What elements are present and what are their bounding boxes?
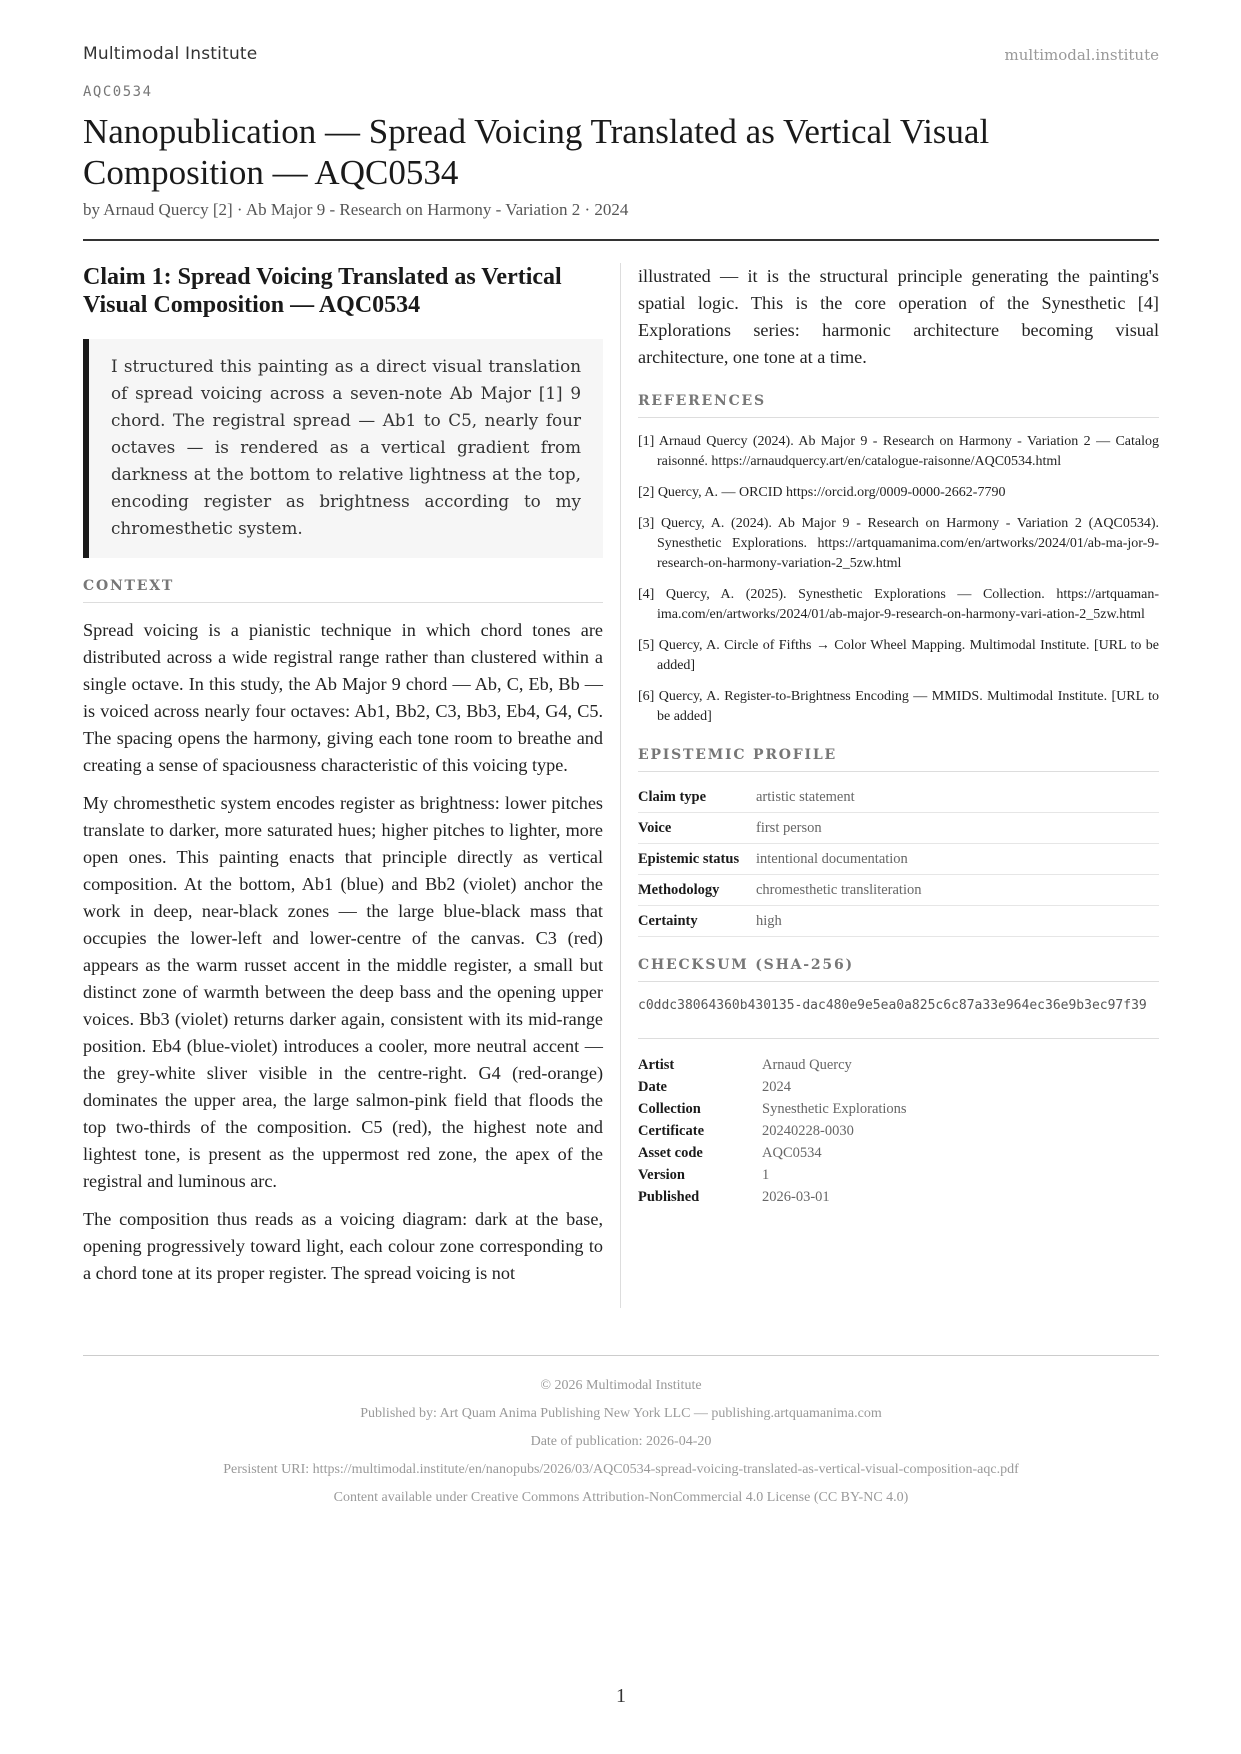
epistemic-key: Claim type xyxy=(638,782,756,813)
asset-code: AQC0534 xyxy=(83,84,153,100)
metadata-key: Collection xyxy=(638,1101,701,1117)
metadata-value: 20240228-0030 xyxy=(762,1123,854,1139)
table-row xyxy=(638,1055,907,1077)
reference-item[interactable]: [1] Arnaud Quercy (2024). Ab Major 9 - Research on Harmony - Variation 2 — Catalog raisonné. https://arnaudquercy.art/en/catalogue-raisonne/AQC0534.html xyxy=(638,434,1159,469)
document-page xyxy=(83,0,1159,1754)
epistemic-key: Certainty xyxy=(638,906,756,937)
claim-title: Claim 1: Spread Voicing Translated as Vertical Visual Composition — AQC0534 xyxy=(83,264,562,318)
metadata-value: AQC0534 xyxy=(762,1145,822,1161)
table-row xyxy=(638,813,1159,844)
reference-item[interactable]: [4] Quercy, A. (2025). Synesthetic Explorations — Collection. https://artquaman-ima.com/en/artworks/2024/01/ab-major-9-research-on-harmony-vari-ation-2_5zw.html xyxy=(638,587,1159,622)
page-title: Nanopublication — Spread Voicing Translated as Vertical Visual Composition — AQC0534 xyxy=(83,112,990,192)
metadata-key: Artist xyxy=(638,1057,675,1073)
table-row xyxy=(638,906,1159,937)
epistemic-key: Epistemic status xyxy=(638,844,756,875)
references-list xyxy=(638,432,1159,727)
metadata-key: Date xyxy=(638,1079,667,1095)
table-row xyxy=(638,875,1159,906)
epistemic-value: artistic statement xyxy=(756,782,1159,813)
byline: by Arnaud Quercy [2] · Ab Major 9 - Research on Harmony - Variation 2 · 2024 xyxy=(83,200,629,219)
table-row xyxy=(638,1077,907,1099)
references-heading: REFERENCES xyxy=(638,393,1159,418)
context-heading: CONTEXT xyxy=(83,578,603,603)
table-row xyxy=(638,1143,907,1165)
metadata-value: 2026-03-01 xyxy=(762,1189,830,1205)
table-row xyxy=(638,1187,907,1209)
table-row xyxy=(638,782,1159,813)
metadata-key: Asset code xyxy=(638,1145,703,1161)
metadata-key: Certificate xyxy=(638,1123,705,1139)
footer-divider xyxy=(83,1355,1159,1356)
site-link[interactable]: multimodal.institute xyxy=(1004,46,1159,64)
footer xyxy=(83,1372,1159,1512)
context-paragraph: My chromesthetic system encodes register as brightness: lower pitches translate to darker, more saturated hues; higher pitches to lighter, more open ones. This painting enacts that principle directly as vertical composition. At the bottom, Ab1 (blue) and Bb2 (violet) anchor the work in deep, near-black zones — the large blue-black mass that occupies the lower-left and lower-centre of the canvas. C3 (red) appears as the warm russet accent in the middle register, a small but distinct zone of warmth between the deep bass and the opening upper voices. Bb3 (violet) returns darker again, consistent with its mid-range position. Eb4 (blue-violet) introduces a cooler, more neutral accent — the grey-white sliver visible in the centre-right. G4 (red-orange) dominates the upper area, the large salmon-pink field that floods the top two-thirds of the composition. C5 (red), the highest note and lightest tone, is present as the uppermost red zone, the apex of the registral and luminous arc. xyxy=(83,793,603,1191)
reference-item[interactable]: [2] Quercy, A. — ORCID https://orcid.org/0009-0000-2662-7790 xyxy=(638,485,1006,500)
claim-quote: I structured this painting as a direct visual translation of spread voicing across a seven-note Ab Major [1] 9 chord. The registral spread — Ab1 to C5, nearly four octaves — is rendered as a vertical gradient from darkness at the bottom to relative lightness at the top, encoding register as brightness according to my chromesthetic system. xyxy=(83,339,603,558)
metadata-table xyxy=(638,1055,907,1209)
epistemic-value: first person xyxy=(756,813,1159,844)
context-continuation: illustrated — it is the structural principle generating the painting's spatial logic. This is the core operation of the Synesthetic [4] Explorations series: harmonic architecture becoming visual architecture, one tone at a time. xyxy=(638,266,1159,367)
reference-item: [6] Quercy, A. Register-to-Brightness Encoding — MMIDS. Multimodal Institute. [URL to be added] xyxy=(638,689,1159,724)
right-column xyxy=(638,263,1159,1209)
table-row xyxy=(638,1121,907,1143)
metadata-key: Version xyxy=(638,1167,685,1183)
metadata-value: 1 xyxy=(762,1167,770,1183)
column-divider xyxy=(620,263,621,1308)
header-bar xyxy=(83,44,1159,68)
context-body xyxy=(83,617,603,1287)
epistemic-value: intentional documentation xyxy=(756,844,1159,875)
footer-copyright: © 2026 Multimodal Institute xyxy=(540,1378,702,1393)
epistemic-table xyxy=(638,782,1159,937)
header-divider xyxy=(83,239,1159,241)
footer-license: Content available under Creative Commons Attribution-NonCommercial 4.0 License (CC BY-NC 4.0) xyxy=(333,1490,909,1505)
metadata-value: Arnaud Quercy xyxy=(762,1057,852,1073)
epistemic-key: Methodology xyxy=(638,875,756,906)
checksum-heading: CHECKSUM (SHA-256) xyxy=(638,957,1159,982)
metadata-value: 2024 xyxy=(762,1079,791,1095)
table-row xyxy=(638,1165,907,1187)
left-column xyxy=(83,263,603,1298)
epistemic-value: high xyxy=(756,906,1159,937)
epistemic-key: Voice xyxy=(638,813,756,844)
table-row xyxy=(638,1099,907,1121)
metadata-value: Synesthetic Explorations xyxy=(762,1101,907,1117)
epistemic-value: chromesthetic transliteration xyxy=(756,875,1159,906)
epistemic-heading: EPISTEMIC PROFILE xyxy=(638,747,1159,772)
footer-publisher: Published by: Art Quam Anima Publishing New York LLC — publishing.artquamanima.com xyxy=(360,1406,882,1421)
footer-uri[interactable]: Persistent URI: https://multimodal.institute/en/nanopubs/2026/03/AQC0534-spread-voicing-translated-as-vertical-visual-composition-aqc.pdf xyxy=(223,1462,1019,1477)
footer-date: Date of publication: 2026-04-20 xyxy=(530,1434,712,1449)
checksum-value: c0ddc38064360b430135-dac480e9e5ea0a825c6c87a33e964ec36e9b3ec97f39 xyxy=(638,996,1159,1039)
context-paragraph: Spread voicing is a pianistic technique in which chord tones are distributed across a wide registral range rather than clustered within a single octave. In this study, the Ab Major 9 chord — Ab, C, Eb, Bb — is voiced across nearly four octaves: Ab1, Bb2, C3, Bb3, Eb4, G4, C5. The spacing opens the harmony, giving each tone room to breathe and creating a sense of spaciousness characteristic of this voicing type. xyxy=(83,620,603,775)
metadata-key: Published xyxy=(638,1189,700,1205)
reference-item: [5] Quercy, A. Circle of Fifths → Color Wheel Mapping. Multimodal Institute. [URL to be added] xyxy=(638,638,1159,673)
table-row xyxy=(638,844,1159,875)
page-number: 1 xyxy=(616,1685,626,1707)
reference-item[interactable]: [3] Quercy, A. (2024). Ab Major 9 - Research on Harmony - Variation 2 (AQC0534). Synesthetic Explorations. https://artquamanima.com/en/artworks/2024/01/ab-ma-jor-9-research-on-harmony-variation-2_5zw.html xyxy=(638,516,1159,571)
institute-brand: Multimodal Institute xyxy=(83,44,258,64)
context-paragraph: The composition thus reads as a voicing diagram: dark at the base, opening progressively toward light, each colour zone corresponding to a chord tone at its proper register. The spread voicing is not xyxy=(83,1209,603,1283)
